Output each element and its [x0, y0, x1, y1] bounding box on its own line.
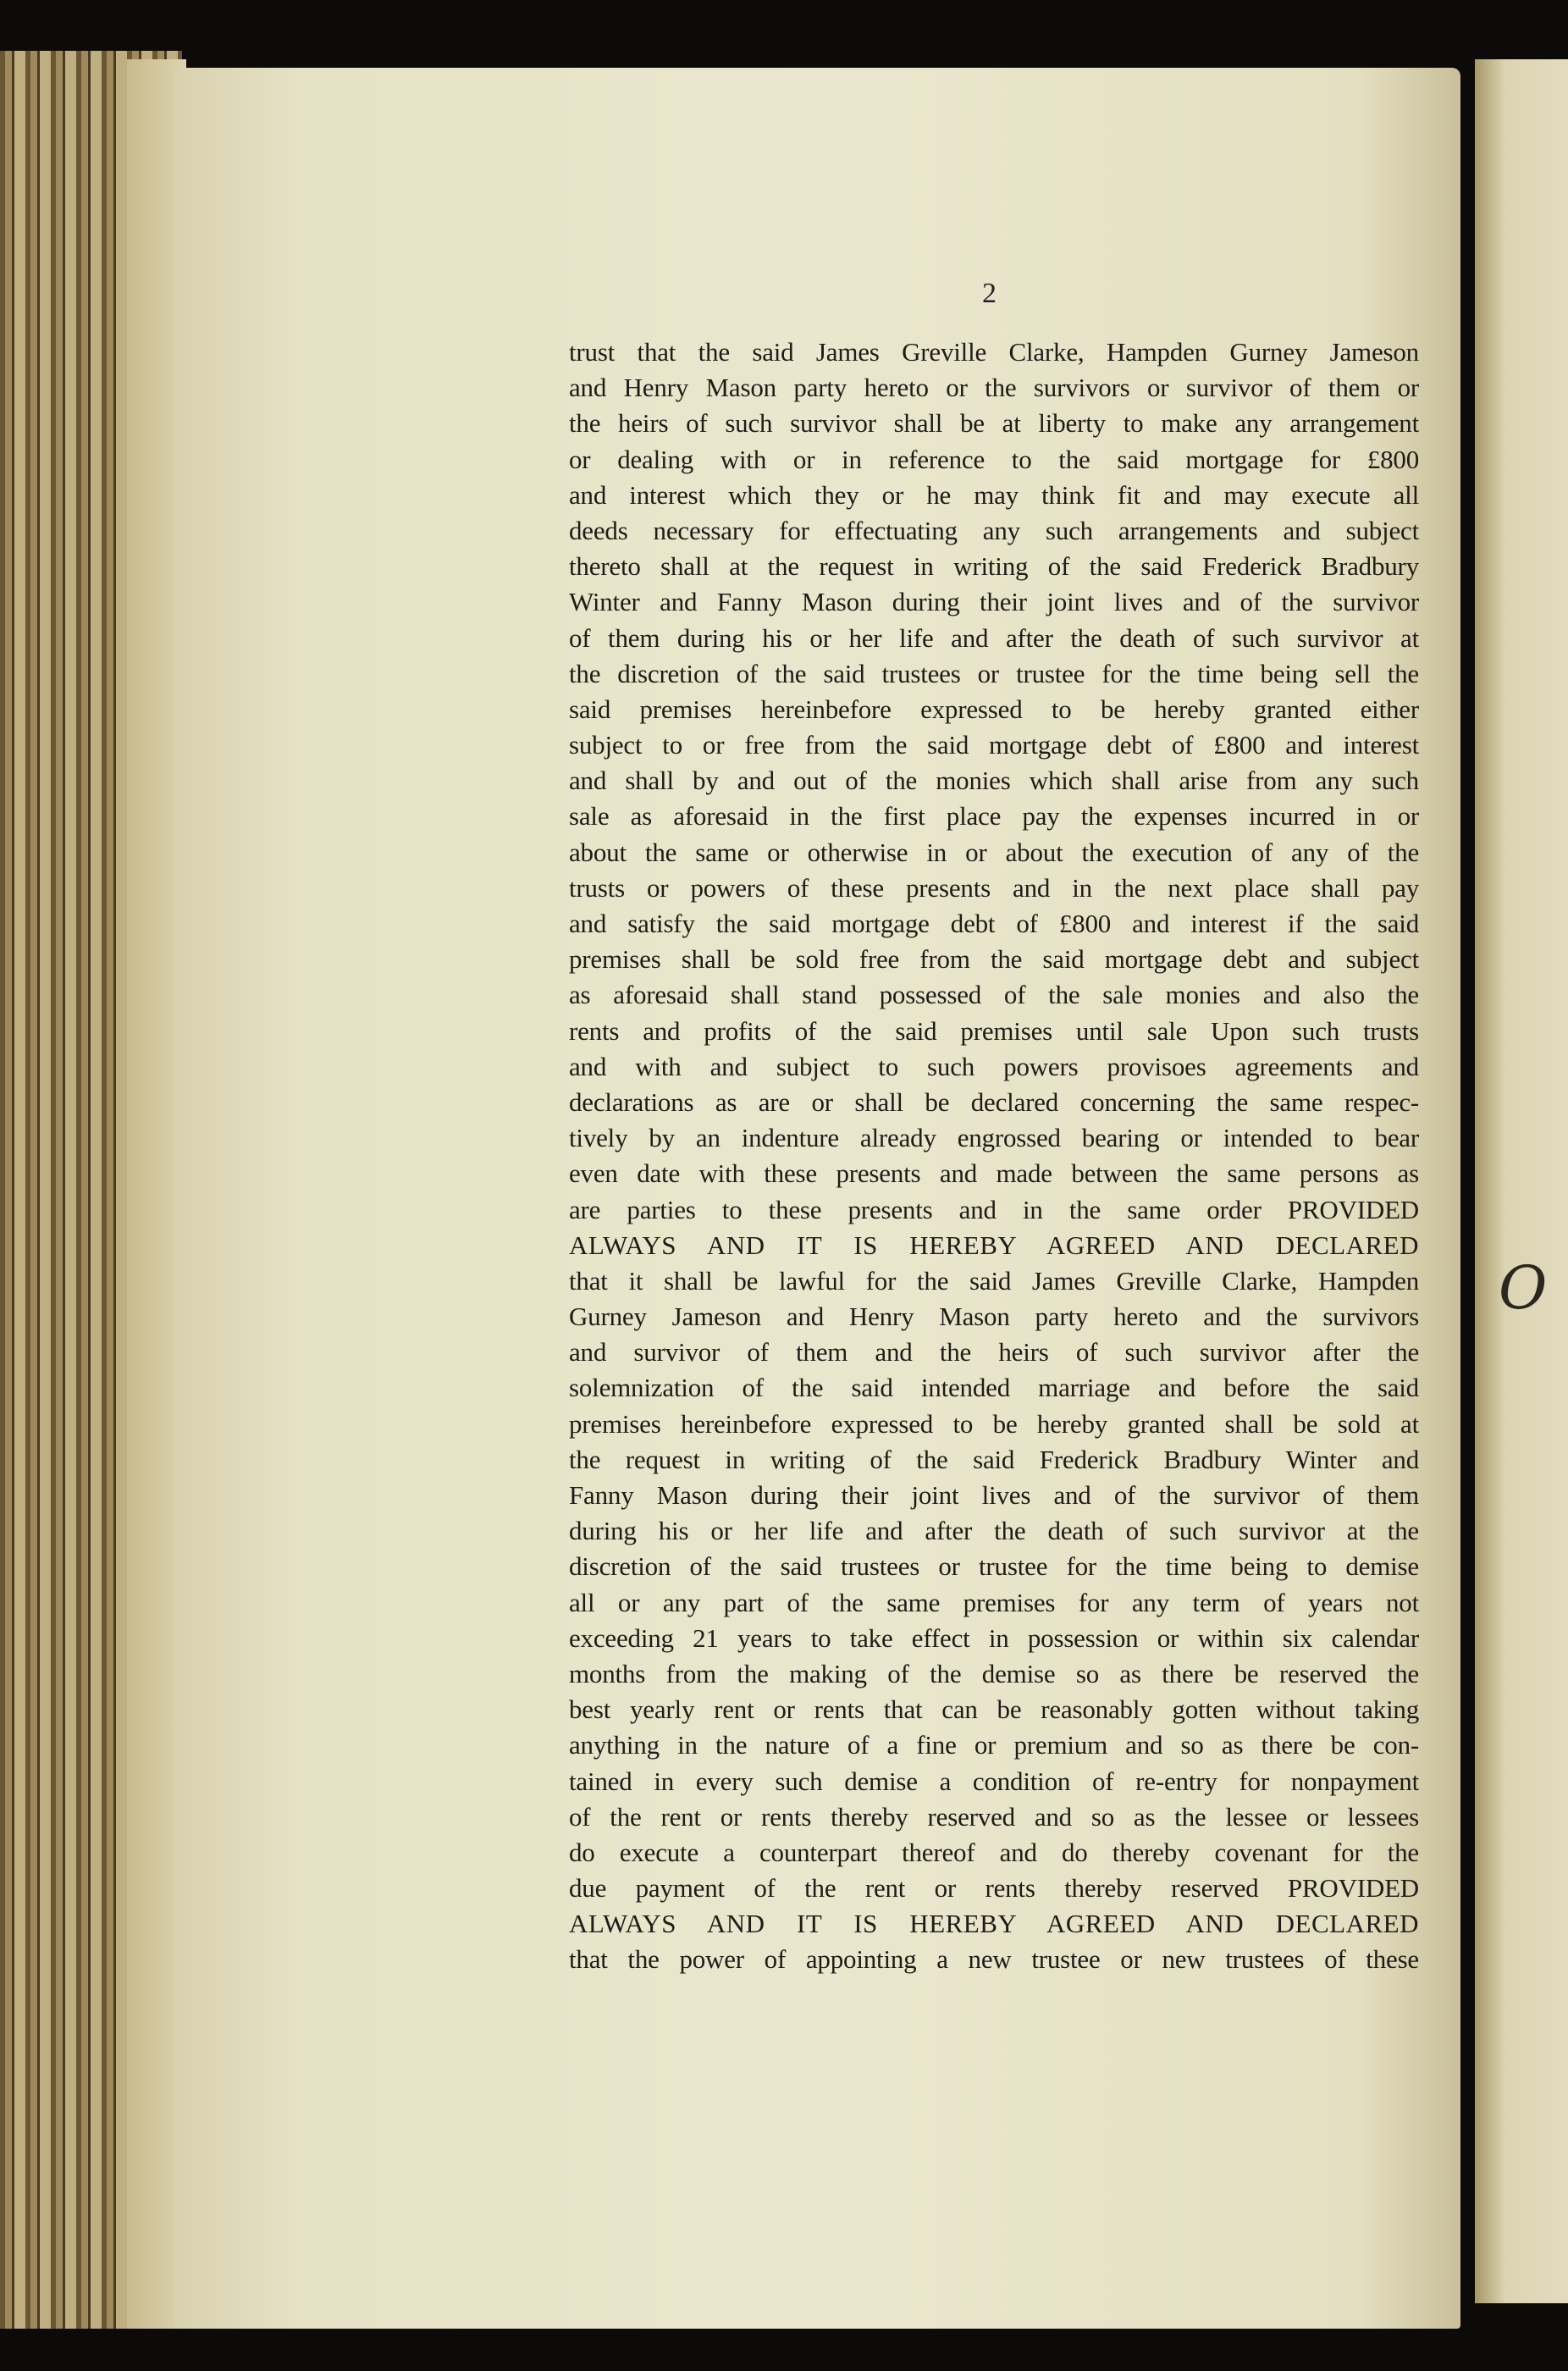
- text-line: or dealing with or in reference to the said mortgage for £800: [569, 444, 1419, 474]
- text-line: best yearly rent or rents that can be reasonably gotten without taking: [569, 1694, 1419, 1725]
- text-line: trusts or powers of these presents and in the next place shall pay: [569, 872, 1419, 903]
- text-line: tively by an indenture already engrossed bearing or intended to bear: [569, 1123, 1419, 1153]
- text-line: Gurney Jameson and Henry Mason party hereto and the survivors: [569, 1302, 1419, 1332]
- text-line: ALWAYS AND IT IS HEREBY AGREED AND DECLARED: [569, 1909, 1419, 1939]
- text-line: and Henry Mason party hereto or the survivors or survivor of them or: [569, 373, 1419, 403]
- text-line: months from the making of the demise so as there be reserved the: [569, 1658, 1419, 1688]
- text-line: and survivor of them and the heirs of such survivor after the: [569, 1337, 1419, 1368]
- document-body-text: [569, 334, 1419, 1978]
- text-line: all or any part of the same premises for any term of years not: [569, 1587, 1419, 1617]
- text-line: and satisfy the said mortgage debt of £800 and interest if the said: [569, 909, 1419, 938]
- text-line: anything in the nature of a fine or premium and so as there be con-: [569, 1730, 1419, 1760]
- text-line: and interest which they or he may think fit and may execute all: [569, 479, 1419, 510]
- text-line: due payment of the rent or rents thereby reserved PROVIDED: [569, 1873, 1419, 1904]
- text-line: subject to or free from the said mortgage debt of £800 and interest: [569, 730, 1419, 760]
- text-line: that the power of appointing a new trustee or new trustees of these: [569, 1944, 1419, 1975]
- text-line: discretion of the said trustees or trustee for the time being to demise: [569, 1551, 1419, 1582]
- text-line: that it shall be lawful for the said James Greville Clarke, Hampden: [569, 1265, 1419, 1296]
- text-line: of them during his or her life and after the death of such survivor at: [569, 622, 1419, 653]
- text-line: and with and subject to such powers provisoes agreements and: [569, 1051, 1419, 1081]
- text-line: sale as aforesaid in the first place pay the expenses incurred in or: [569, 801, 1419, 832]
- text-line: exceeding 21 years to take effect in possession or within six calendar: [569, 1622, 1419, 1653]
- text-line: as aforesaid shall stand possessed of the sale monies and also the: [569, 980, 1419, 1010]
- text-line: Fanny Mason during their joint lives and of the survivor of them: [569, 1480, 1419, 1510]
- text-line: said premises hereinbefore expressed to be hereby granted either: [569, 694, 1419, 724]
- text-line: premises shall be sold free from the said mortgage debt and subject: [569, 944, 1419, 975]
- text-line: solemnization of the said intended marriage and before the said: [569, 1373, 1419, 1403]
- facing-page-handwriting: O: [1499, 1253, 1548, 1323]
- text-line: Winter and Fanny Mason during their joint lives and of the survivor: [569, 587, 1419, 617]
- text-line: the heirs of such survivor shall be at liberty to make any arrangement: [569, 408, 1419, 439]
- text-line: the discretion of the said trustees or trustee for the time being sell the: [569, 658, 1419, 688]
- text-line: during his or her life and after the death of such survivor at the: [569, 1516, 1419, 1546]
- text-line: tained in every such demise a condition of re-entry for nonpayment: [569, 1766, 1419, 1796]
- text-line: rents and profits of the said premises until sale Upon such trusts: [569, 1015, 1419, 1046]
- text-line: do execute a counterpart thereof and do thereby covenant for the: [569, 1837, 1419, 1867]
- text-line: of the rent or rents thereby reserved and so as the lessee or lessees: [569, 1801, 1419, 1832]
- text-line: deeds necessary for effectuating any such arrangements and subject: [569, 515, 1419, 545]
- text-line: and shall by and out of the monies which shall arise from any such: [569, 765, 1419, 796]
- text-line: are parties to these presents and in the same order PROVIDED: [569, 1194, 1419, 1224]
- text-line: premises hereinbefore expressed to be hereby granted shall be sold at: [569, 1408, 1419, 1439]
- text-line: the request in writing of the said Frederick Bradbury Winter and: [569, 1444, 1419, 1474]
- text-line: thereto shall at the request in writing of the said Frederick Bradbury: [569, 551, 1419, 582]
- text-line: ALWAYS AND IT IS HEREBY AGREED AND DECLARED: [569, 1230, 1419, 1260]
- page-number: 2: [982, 278, 997, 309]
- text-line: trust that the said James Greville Clarke, Hampden Gurney Jameson: [569, 337, 1419, 367]
- text-line: about the same or otherwise in or about the execution of any of the: [569, 837, 1419, 867]
- text-line: even date with these presents and made between the same persons as: [569, 1158, 1419, 1189]
- facing-page-edge: [1475, 59, 1568, 2303]
- text-line: declarations as are or shall be declared concerning the same respec-: [569, 1086, 1419, 1117]
